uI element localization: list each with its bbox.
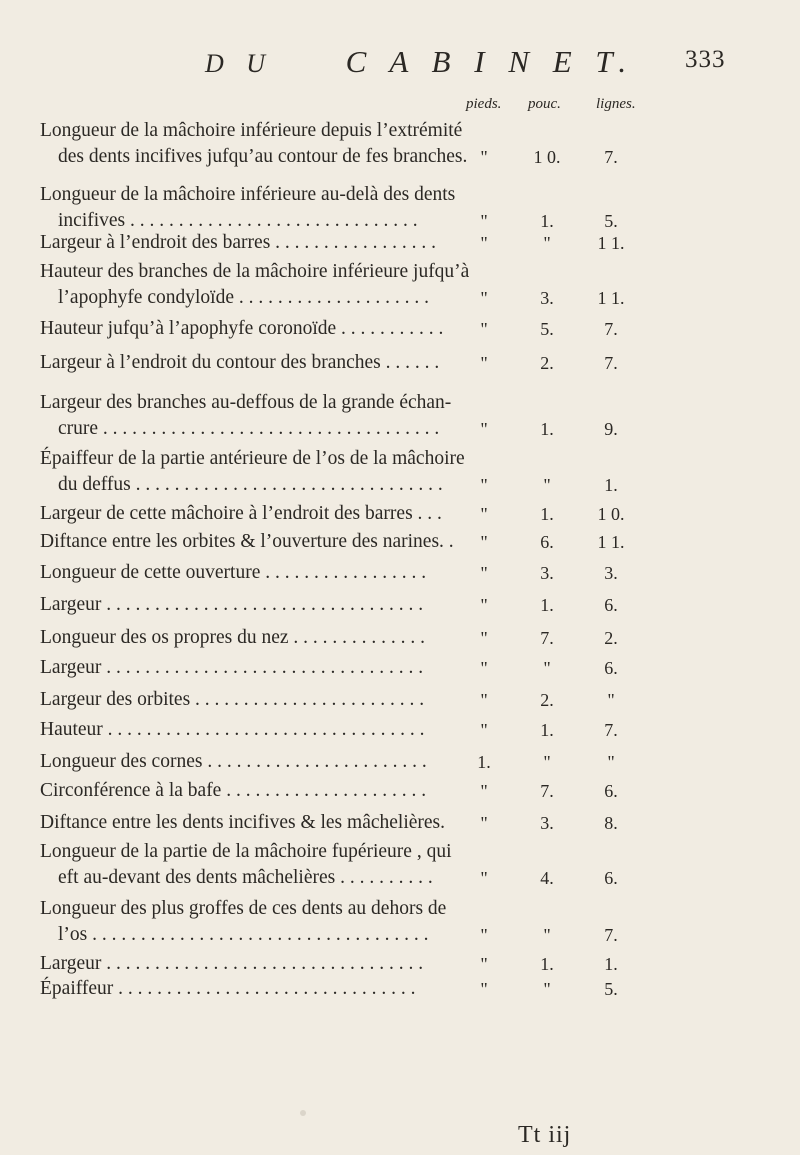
entry-label-line: Hauteur jufqu’à l’apophyfe coronoïde . . . . . . . . . . . — [40, 318, 444, 339]
value-pieds: " — [480, 595, 488, 615]
value-pouces: " — [543, 925, 551, 945]
entry-label-line: Longueur des cornes . . . . . . . . . . . . . . . . . . . . . . . — [40, 751, 427, 772]
value-pouces: " — [543, 475, 551, 495]
value-pieds: " — [480, 813, 488, 833]
value-lignes: 7. — [604, 353, 618, 373]
value-lignes: 7. — [604, 147, 618, 167]
unit-header-pouces: pouc. — [528, 96, 561, 112]
signature-mark: Tt iij — [518, 1122, 572, 1148]
entry-label-line: Épaiffeur . . . . . . . . . . . . . . . . . . . . . . . . . . . . . . . — [40, 978, 416, 999]
value-pieds: " — [480, 319, 488, 339]
value-pouces: " — [543, 658, 551, 678]
value-pouces: 1. — [540, 504, 554, 524]
value-pieds: " — [480, 563, 488, 583]
value-lignes: " — [607, 690, 615, 710]
entry-label-line: Largeur à l’endroit des barres . . . . . . . . . . . . . . . . . — [40, 232, 437, 253]
value-lignes: 7. — [604, 319, 618, 339]
value-pieds: " — [480, 628, 488, 648]
value-pouces: 4. — [540, 868, 554, 888]
entry-label-line: Hauteur . . . . . . . . . . . . . . . . . . . . . . . . . . . . . . . . . — [40, 719, 425, 740]
value-pieds: " — [480, 720, 488, 740]
value-pieds: " — [480, 419, 488, 439]
value-pieds: " — [480, 954, 488, 974]
value-lignes: 8. — [604, 813, 618, 833]
value-pouces: 7. — [540, 781, 554, 801]
entry-label-line: Largeur . . . . . . . . . . . . . . . . . . . . . . . . . . . . . . . . . — [40, 953, 424, 974]
value-pouces: 3. — [540, 288, 554, 308]
entry-label-line: Longueur de la mâchoire inférieure depuis l’extrémité — [40, 120, 463, 141]
value-pouces: 5. — [540, 319, 554, 339]
paper-speck — [300, 1110, 306, 1116]
value-pouces: 1. — [540, 419, 554, 439]
value-pouces: " — [543, 752, 551, 772]
entry-label-line: du deffus . . . . . . . . . . . . . . . . . . . . . . . . . . . . . . . . — [58, 474, 443, 495]
value-lignes: 2. — [604, 628, 618, 648]
unit-header-lignes: lignes. — [596, 96, 636, 112]
value-lignes: 1 1. — [597, 233, 625, 253]
value-pouces: 6. — [540, 532, 554, 552]
value-lignes: 1. — [604, 954, 618, 974]
value-pouces: 1. — [540, 595, 554, 615]
value-lignes: 5. — [604, 211, 618, 231]
value-pieds: " — [480, 690, 488, 710]
value-lignes: " — [607, 752, 615, 772]
value-pieds: " — [480, 353, 488, 373]
value-pieds: " — [480, 233, 488, 253]
entry-label-line: Hauteur des branches de la mâchoire inférieure jufqu’à — [40, 261, 470, 282]
value-pouces: 2. — [540, 690, 554, 710]
value-lignes: 1. — [604, 475, 618, 495]
value-pieds: " — [480, 658, 488, 678]
value-pieds: " — [480, 781, 488, 801]
entry-label-line: l’os . . . . . . . . . . . . . . . . . . . . . . . . . . . . . . . . . . . — [58, 924, 429, 945]
value-pieds: " — [480, 925, 488, 945]
unit-header-pieds: pieds. — [466, 96, 502, 112]
value-lignes: 7. — [604, 925, 618, 945]
entry-label-line: Longueur des os propres du nez . . . . . . . . . . . . . . — [40, 627, 426, 648]
value-pouces: 3. — [540, 813, 554, 833]
entry-label-line: des dents incifives jufqu’au contour de fes branches. — [58, 146, 468, 167]
value-pouces: 2. — [540, 353, 554, 373]
value-lignes: 6. — [604, 595, 618, 615]
entry-label-line: Largeur des orbites . . . . . . . . . . . . . . . . . . . . . . . . — [40, 689, 425, 710]
value-pouces: 3. — [540, 563, 554, 583]
value-pieds: " — [480, 504, 488, 524]
value-pieds: " — [480, 532, 488, 552]
value-lignes: 6. — [604, 658, 618, 678]
page-number: 333 — [685, 46, 726, 73]
value-lignes: 9. — [604, 419, 618, 439]
value-pouces: 7. — [540, 628, 554, 648]
value-pieds: " — [480, 475, 488, 495]
entry-label-line: Longueur de la partie de la mâchoire fupérieure , qui — [40, 841, 452, 862]
entry-label-line: Largeur des branches au-deffous de la grande échan- — [40, 392, 452, 413]
entry-label-line: Diftance entre les dents incifives & les mâchelières. — [40, 812, 446, 833]
entry-label-line: l’apophyfe condyloïde . . . . . . . . . . . . . . . . . . . . — [58, 287, 429, 308]
value-lignes: 1 1. — [597, 532, 625, 552]
entry-label-line: Longueur des plus groffes de ces dents au dehors de — [40, 898, 447, 919]
value-pouces: 1. — [540, 720, 554, 740]
entry-label-line: Largeur . . . . . . . . . . . . . . . . . . . . . . . . . . . . . . . . . — [40, 657, 424, 678]
value-pieds: " — [480, 211, 488, 231]
entry-label-line: eft au-devant des dents mâchelières . . . . . . . . . . — [58, 867, 433, 888]
value-pieds: " — [480, 868, 488, 888]
value-pouces: 1 0. — [533, 147, 561, 167]
value-pouces: " — [543, 233, 551, 253]
value-pieds: " — [480, 147, 488, 167]
running-head-title: C A B I N E T. — [345, 44, 635, 79]
value-lignes: 6. — [604, 781, 618, 801]
value-pieds: " — [480, 288, 488, 308]
value-lignes: 3. — [604, 563, 618, 583]
entry-label-line: Largeur de cette mâchoire à l’endroit des barres . . . — [40, 503, 442, 524]
value-pouces: 1. — [540, 211, 554, 231]
value-lignes: 5. — [604, 979, 618, 999]
entry-label-line: crure . . . . . . . . . . . . . . . . . . . . . . . . . . . . . . . . . . . — [58, 418, 440, 439]
entry-label-line: Longueur de cette ouverture . . . . . . . . . . . . . . . . . — [40, 562, 427, 583]
entry-label-line: Largeur . . . . . . . . . . . . . . . . . . . . . . . . . . . . . . . . . — [40, 594, 424, 615]
value-lignes: 1 0. — [597, 504, 625, 524]
value-pouces: " — [543, 979, 551, 999]
entry-label-line: Longueur de la mâchoire inférieure au-delà des dents — [40, 184, 456, 205]
entry-label-line: Diftance entre les orbites & l’ouverture des narines. . — [40, 531, 454, 552]
entry-label-line: incifives . . . . . . . . . . . . . . . . . . . . . . . . . . . . . . — [58, 210, 418, 231]
running-head-prefix: D U — [205, 49, 274, 78]
value-pieds: " — [480, 979, 488, 999]
entry-label-line: Épaiffeur de la partie antérieure de l’os de la mâchoire — [40, 448, 465, 469]
value-pouces: 1. — [540, 954, 554, 974]
entry-label-line: Circonférence à la bafe . . . . . . . . . . . . . . . . . . . . . — [40, 780, 427, 801]
value-lignes: 7. — [604, 720, 618, 740]
value-lignes: 1 1. — [597, 288, 625, 308]
value-pieds: 1. — [477, 752, 491, 772]
entry-label-line: Largeur à l’endroit du contour des branches . . . . . . — [40, 352, 440, 373]
value-lignes: 6. — [604, 868, 618, 888]
